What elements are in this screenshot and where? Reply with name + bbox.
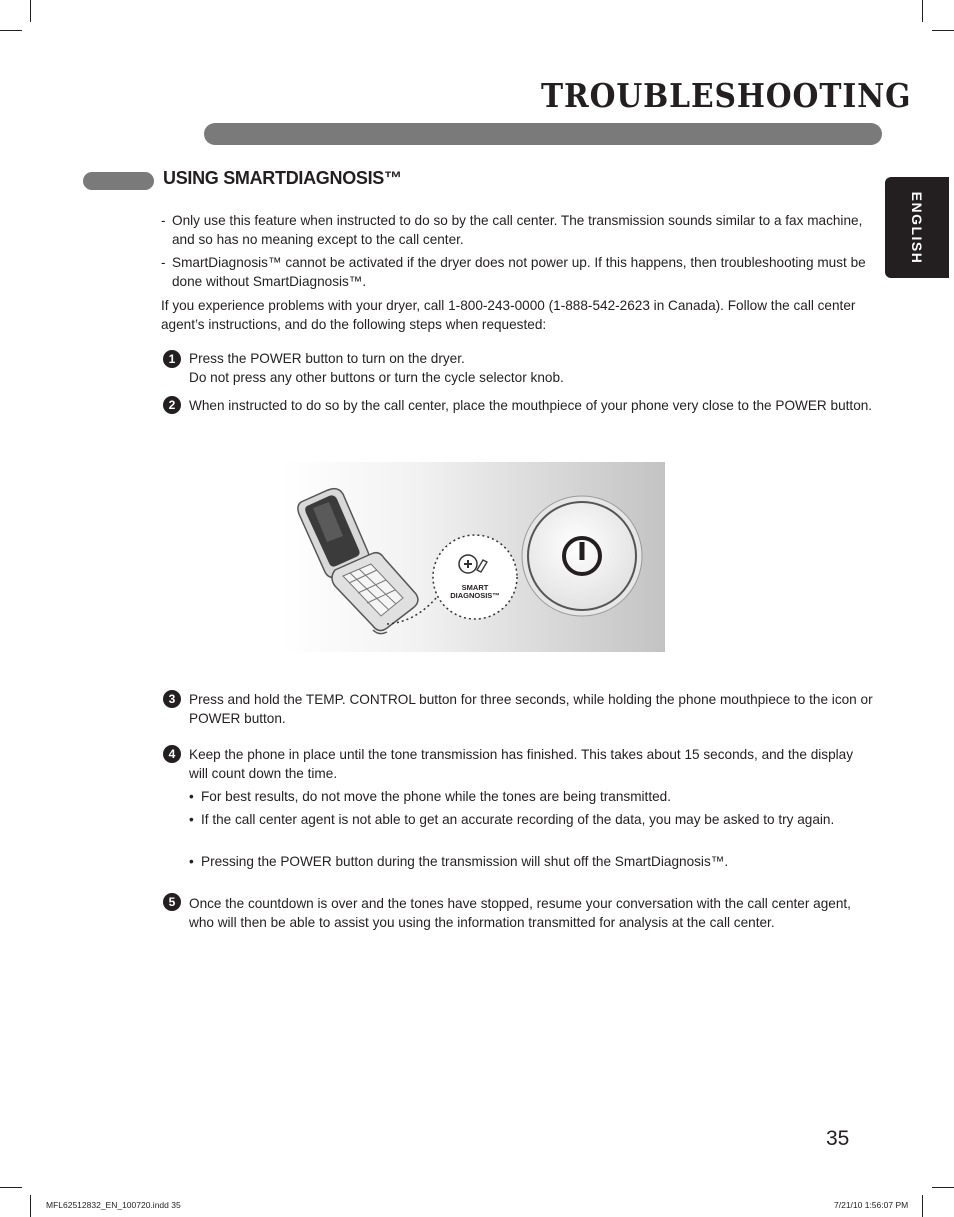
crop-mark (932, 1187, 954, 1188)
step-number-badge: 4 (163, 745, 181, 763)
section-title: USING SMARTDIAGNOSIS™ (163, 168, 402, 188)
dash-marker: - (161, 213, 166, 228)
crop-mark (922, 0, 923, 22)
step-number-badge: 3 (163, 690, 181, 708)
section-pill (83, 172, 154, 190)
icon-label-line2: DIAGNOSIS™ (450, 591, 500, 600)
step-text: Press and hold the TEMP. CONTROL button for three seconds, while holding the phone mouthpiece to the icon or POWER button. (189, 692, 873, 726)
intro-paragraph: If you experience problems with your dryer, call 1-800-243-0000 (1-888-542-2623 in Canada). Follow the call center agent’s instructions, and do the following steps when requested: (161, 298, 856, 332)
page-number: 35 (826, 1127, 850, 1150)
bullet-text: If the call center agent is not able to get an accurate recording of the data, you may be asked to try again. (201, 812, 835, 827)
step-text: When instructed to do so by the call center, place the mouthpiece of your phone very close to the POWER button. (189, 398, 873, 413)
step-text: Once the countdown is over and the tones have stopped, resume your conversation with the call center agent, who will then be able to assist you using the information transmitted for analysis at the call center. (189, 896, 851, 930)
footer-timestamp: 7/21/10 1:56:07 PM (834, 1200, 909, 1210)
crop-mark (932, 30, 954, 31)
bullet-item (189, 852, 874, 871)
note-item (161, 254, 873, 291)
step-text: Keep the phone in place until the tone transmission has finished. This takes about 15 seconds, and the display will count down the time. (189, 747, 854, 781)
dash-marker: - (161, 255, 166, 270)
note-item (161, 212, 873, 249)
power-button-illustration (522, 496, 642, 616)
step-number-badge: 5 (163, 893, 181, 911)
crop-mark (30, 0, 31, 22)
page-title: TROUBLESHOOTING (541, 76, 912, 115)
step-number-badge: 2 (163, 396, 181, 414)
step-number-badge: 1 (163, 350, 181, 368)
icon-label-line1: SMART (461, 583, 489, 592)
smartdiagnosis-icon (433, 535, 517, 619)
step-line: Do not press any other buttons or turn the cycle selector knob. (189, 370, 564, 385)
bullet-text: For best results, do not move the phone while the tones are being transmitted. (201, 789, 672, 804)
step-line: Press the POWER button to turn on the dryer. (189, 351, 465, 366)
crop-mark (0, 1187, 22, 1188)
crop-mark (30, 1195, 31, 1217)
title-bar (204, 123, 882, 145)
language-tab (885, 177, 949, 278)
bullet-marker: • (189, 854, 194, 869)
bullet-marker: • (189, 812, 194, 827)
note-text: SmartDiagnosis™ cannot be activated if the dryer does not power up. If this happens, then troubleshooting must be done without SmartDiagnosis™. (172, 255, 866, 289)
smartdiagnosis-illustration (283, 462, 665, 652)
bullet-item (189, 787, 874, 806)
bullet-item (189, 810, 874, 829)
language-tab-label: ENGLISH (909, 191, 925, 264)
crop-mark (922, 1195, 923, 1217)
footer-file-info: MFL62512832_EN_100720.indd 35 (46, 1200, 181, 1210)
crop-mark (0, 30, 22, 31)
note-text: Only use this feature when instructed to do so by the call center. The transmission sounds similar to a fax machine, and so has no meaning except to the call center. (172, 213, 863, 247)
bullet-text: Pressing the POWER button during the transmission will shut off the SmartDiagnosis™. (201, 854, 729, 869)
step-text (189, 349, 874, 387)
bullet-marker: • (189, 789, 194, 804)
